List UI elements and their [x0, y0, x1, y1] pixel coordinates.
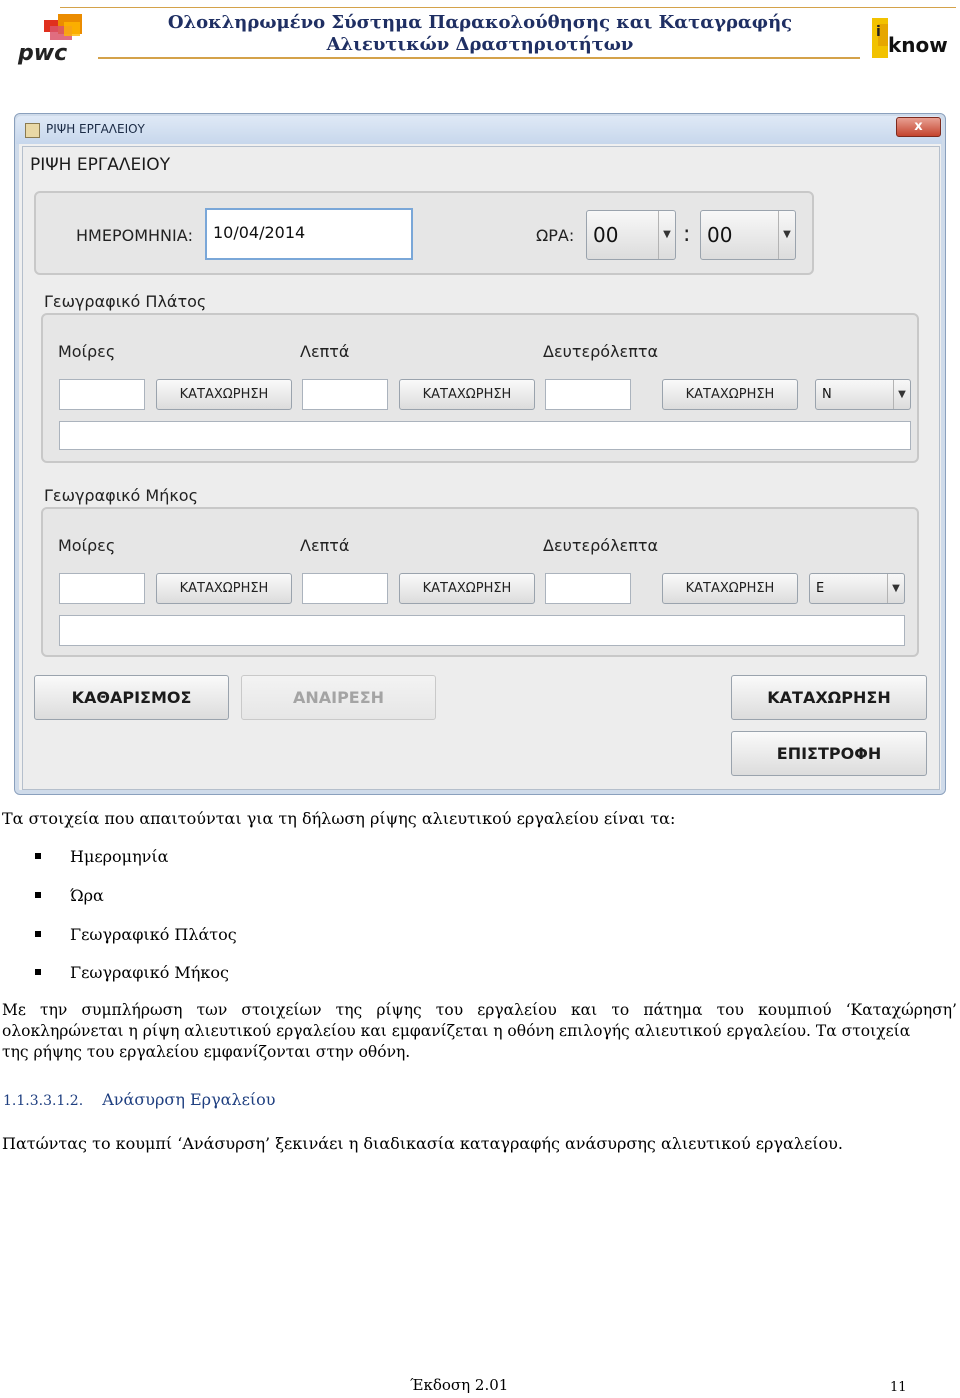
- footer-page-number: 11: [890, 1380, 907, 1395]
- lat-minutes-register-button[interactable]: ΚΑΤΑΧΩΡΗΣΗ: [399, 379, 535, 410]
- lon-direction-select[interactable]: [809, 573, 905, 604]
- lon-minutes-input[interactable]: [302, 573, 388, 604]
- section-number: 1.1.3.3.1.2.: [3, 1093, 84, 1109]
- chevron-down-icon: ▼: [658, 211, 675, 259]
- window-title: ΡΙΨΗ ΕΡΓΑΛΕΙΟΥ: [46, 122, 145, 136]
- lat-direction-select[interactable]: [815, 379, 911, 410]
- lon-seconds-label: Δευτερόλεπτα: [543, 536, 659, 555]
- iknow-logo: [870, 14, 950, 64]
- longitude-result-field[interactable]: [59, 615, 905, 646]
- latitude-result-field[interactable]: [59, 421, 911, 450]
- lat-direction-value: N: [822, 387, 832, 402]
- lon-degrees-register-button[interactable]: ΚΑΤΑΧΩΡΗΣΗ: [156, 573, 292, 604]
- section-title: Ανάσυρση Εργαλείου: [102, 1090, 276, 1109]
- lon-degrees-label: Μοίρες: [58, 536, 116, 555]
- body-paragraph-line-3: της ρήψης του εργαλείου εμφανίζονται στην οθόνη.: [2, 1043, 411, 1061]
- bullet-time: Ώρα: [70, 886, 104, 905]
- footer-version: Έκδοση 2.01: [410, 1376, 509, 1394]
- intro-paragraph: Τα στοιχεία που απαιτούνται για τη δήλωση ρίψης αλιευτικού εργαλείου είναι τα:: [2, 809, 676, 828]
- section-paragraph: Πατώντας το κουμπί ‘Ανάσυρση’ ξεκινάει η διαδικασία καταγραφής ανάσυρσης αλιευτικού εργαλείου.: [2, 1134, 843, 1153]
- bullet-date: Ημερομηνία: [70, 847, 169, 866]
- app-icon: [25, 123, 40, 138]
- bullet-marker: [35, 853, 41, 859]
- lon-seconds-input[interactable]: [545, 573, 631, 604]
- lat-degrees-label: Μοίρες: [58, 342, 116, 361]
- form-title: ΡΙΨΗ ΕΡΓΑΛΕΙΟΥ: [30, 155, 171, 175]
- hour-select[interactable]: [586, 210, 676, 260]
- time-label: ΩΡΑ:: [536, 226, 575, 245]
- section-heading: [3, 1089, 276, 1112]
- time-separator: :: [683, 222, 691, 247]
- bullet-longitude: Γεωγραφικό Μήκος: [70, 963, 229, 982]
- pwc-logo: [14, 14, 94, 68]
- body-paragraph-line-1: Με την συμπλήρωση των στοιχείων της ρίψης του εργαλείου και το πάτημα του κουμπιού ‘Καταχώρηση’: [2, 1001, 957, 1019]
- bullet-marker: [35, 892, 41, 898]
- svg-text:pwc: pwc: [18, 41, 68, 66]
- lon-minutes-register-button[interactable]: ΚΑΤΑΧΩΡΗΣΗ: [399, 573, 535, 604]
- bullet-latitude: Γεωγραφικό Πλάτος: [70, 925, 237, 944]
- header-rule-top: [60, 7, 956, 8]
- bullet-marker: [35, 931, 41, 937]
- cancel-button[interactable]: ΑΝΑΙΡΕΣΗ: [241, 675, 436, 720]
- lon-minutes-label: Λεπτά: [300, 536, 350, 555]
- lon-seconds-register-button[interactable]: ΚΑΤΑΧΩΡΗΣΗ: [662, 573, 798, 604]
- chevron-down-icon: ▼: [887, 574, 904, 603]
- bullet-marker: [35, 969, 41, 975]
- back-button[interactable]: ΕΠΙΣΤΡΟΦΗ: [731, 731, 927, 776]
- window-titlebar[interactable]: [16, 116, 942, 144]
- chevron-down-icon: ▼: [778, 211, 795, 259]
- svg-text:know: know: [888, 33, 948, 57]
- latitude-title: Γεωγραφικό Πλάτος: [44, 292, 207, 311]
- date-input[interactable]: 10/04/2014: [205, 208, 413, 260]
- date-label: ΗΜΕΡΟΜΗΝΙΑ:: [76, 226, 194, 245]
- lat-seconds-register-button[interactable]: ΚΑΤΑΧΩΡΗΣΗ: [662, 379, 798, 410]
- lat-degrees-input[interactable]: [59, 379, 145, 410]
- header-rule-bottom: [98, 57, 860, 59]
- longitude-title: Γεωγραφικό Μήκος: [44, 486, 198, 505]
- lat-minutes-label: Λεπτά: [300, 342, 350, 361]
- close-button[interactable]: x: [896, 117, 941, 137]
- svg-text:i: i: [876, 24, 881, 40]
- lat-minutes-input[interactable]: [302, 379, 388, 410]
- lat-seconds-label: Δευτερόλεπτα: [543, 342, 659, 361]
- document-header-title: Ολοκληρωμένο Σύστημα Παρακολούθησης και Καταγραφής Αλιευτικών Δραστηριοτήτων: [167, 12, 793, 55]
- lon-degrees-input[interactable]: [59, 573, 145, 604]
- lat-seconds-input[interactable]: [545, 379, 631, 410]
- lon-direction-value: E: [816, 581, 825, 596]
- hour-value: 00: [593, 223, 619, 247]
- chevron-down-icon: ▼: [893, 380, 910, 409]
- submit-button[interactable]: ΚΑΤΑΧΩΡΗΣΗ: [731, 675, 927, 720]
- body-paragraph-line-2: ολοκληρώνεται η ρίψη αλιευτικού εργαλείου και εμφανίζεται η οθόνη επιλογής αλιευτικού εργαλείου. Τα στοιχεία: [2, 1022, 911, 1040]
- clear-button[interactable]: ΚΑΘΑΡΙΣΜΟΣ: [34, 675, 229, 720]
- minute-value: 00: [707, 223, 733, 247]
- lat-degrees-register-button[interactable]: ΚΑΤΑΧΩΡΗΣΗ: [156, 379, 292, 410]
- minute-select[interactable]: [700, 210, 796, 260]
